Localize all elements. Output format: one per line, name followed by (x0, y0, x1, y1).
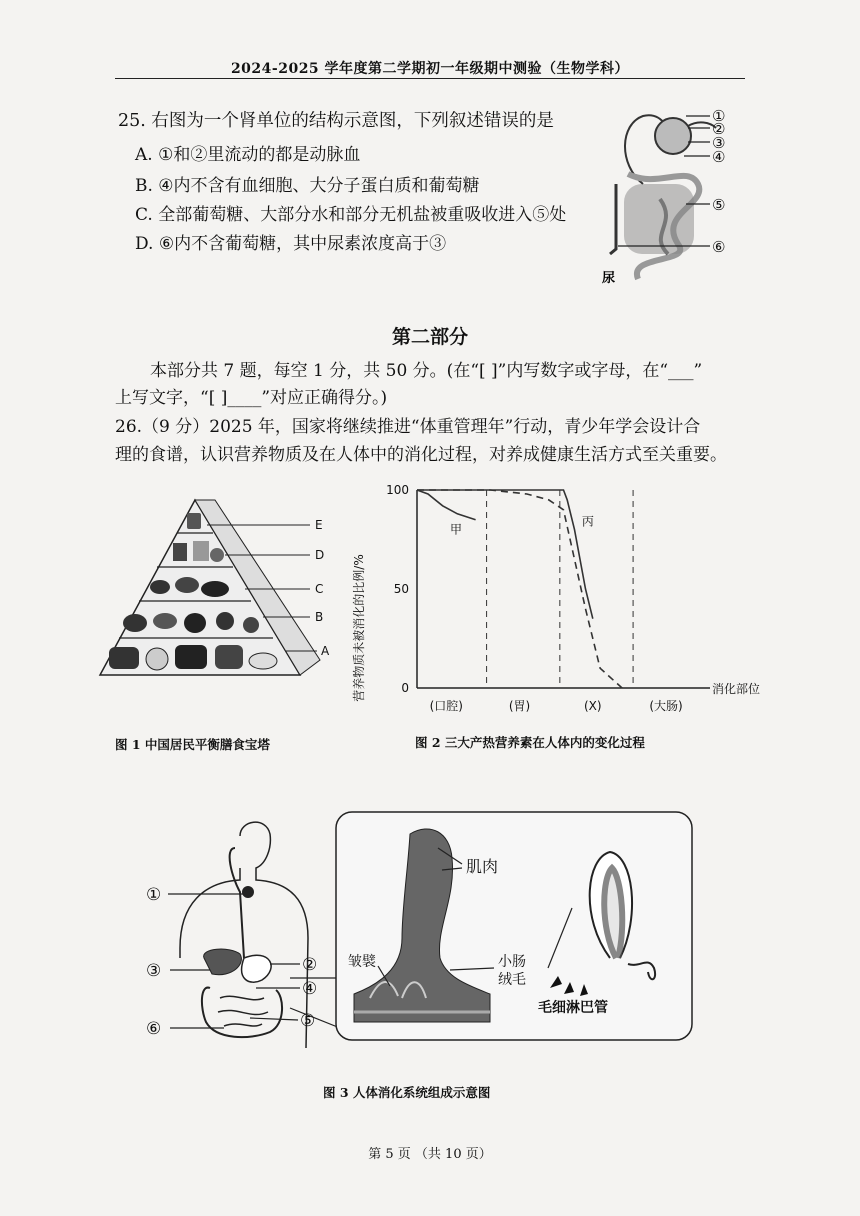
chart-category-label: (胃) (508, 699, 531, 713)
food-pyramid-figure (95, 495, 355, 685)
header-rule (115, 78, 745, 79)
chart-series-line (417, 490, 476, 520)
nephron-label-5: ⑤ (712, 196, 726, 214)
q25-option-d: D. ⑥内不含葡萄糖，其中尿素浓度高于③ (135, 234, 447, 254)
organ-number-1: ① (146, 885, 162, 905)
q25-option-a: A. ①和②里流动的都是动脉血 (135, 145, 361, 165)
organ-number-3: ③ (146, 961, 162, 981)
organ-number-6: ⑥ (146, 1019, 162, 1039)
nephron-label-6: ⑥ (712, 238, 726, 256)
pyramid-level-d: D (315, 548, 325, 562)
chart-category-label: (大肠) (649, 699, 683, 713)
q25-stem: 25. 右图为一个肾单位的结构示意图，下列叙述错误的是 (118, 111, 554, 131)
fig2-caption: 图 2 三大产热营养素在人体内的变化过程 (415, 735, 645, 750)
organ-number-5: ⑤ (300, 1011, 316, 1031)
nephron-label-3: ③ (712, 134, 726, 152)
page-footer: 第 5 页 （共 10 页） (368, 1147, 492, 1162)
nephron-label-4: ④ (712, 148, 726, 166)
chart-y-tick-label: 100 (386, 483, 409, 497)
body-outline (180, 822, 308, 1048)
urine-label: 尿 (602, 271, 616, 286)
part2-intro-line2: 上写文字，“[ ]____”对应正确得分。) (115, 388, 388, 408)
pyramid-level-b: B (315, 610, 324, 624)
q26-line1: 26.（9 分）2025 年，国家将继续推进“体重管理年”行动，青少年学会设计合 (115, 417, 701, 437)
chart-x-axis-label: 消化部位 (712, 682, 761, 696)
q26-line2: 理的食谱，认识营养物质及在人体中的消化过程，对养成健康生活方式至关重要。 (115, 445, 727, 465)
lymph-capillary-label: 毛细淋巴管 (538, 1000, 608, 1016)
chart-series-label: 丙 (581, 514, 594, 529)
chart-series-line (417, 490, 593, 619)
digestion-chart (352, 478, 795, 718)
organ-number-4: ④ (302, 979, 318, 999)
chart-category-label: (X) (584, 699, 602, 713)
chart-category-label: (口腔) (429, 699, 463, 713)
villi-label-line2: 绒毛 (498, 972, 526, 988)
digestive-organs (202, 949, 282, 1037)
pyramid-level-a: A (321, 644, 330, 658)
pyramid-level-e: E (315, 518, 323, 532)
nephron-figure (598, 104, 748, 288)
part2-intro-line1: 本部分共 7 题，每空 1 分，共 50 分。(在“[ ]”内写数字或字母，在“___” (150, 361, 703, 381)
nephron-label-2: ② (712, 120, 726, 138)
nephron-label-1: ① (712, 107, 726, 125)
organ-number-2: ② (302, 955, 318, 975)
fig1-caption: 图 1 中国居民平衡膳食宝塔 (115, 737, 270, 752)
q25-option-b: B. ④内不含有血细胞、大分子蛋白质和葡萄糖 (135, 176, 480, 196)
villi-label-line1: 小肠 (498, 954, 526, 970)
fig3-caption: 图 3 人体消化系统组成示意图 (323, 1085, 491, 1100)
pyramid-level-c: C (315, 582, 324, 596)
exam-header: 2024-2025 学年度第二学期初一年级期中测验（生物学科） (230, 61, 630, 77)
chart-y-tick-label: 0 (401, 681, 409, 695)
chart-series-label: 甲 (449, 522, 462, 537)
digestive-system-figure (140, 808, 700, 1068)
salivary-gland (242, 886, 254, 898)
chart-y-tick-label: 50 (393, 582, 409, 596)
q25-option-c: C. 全部葡萄糖、大部分水和部分无机盐被重吸收进入⑤处 (135, 205, 567, 225)
muscle-label: 肌肉 (466, 857, 499, 876)
chart-y-axis-label: 营养物质未被消化的比例/% (352, 554, 366, 702)
part2-title: 第二部分 (391, 326, 468, 348)
fold-label: 皱襞 (348, 954, 376, 970)
